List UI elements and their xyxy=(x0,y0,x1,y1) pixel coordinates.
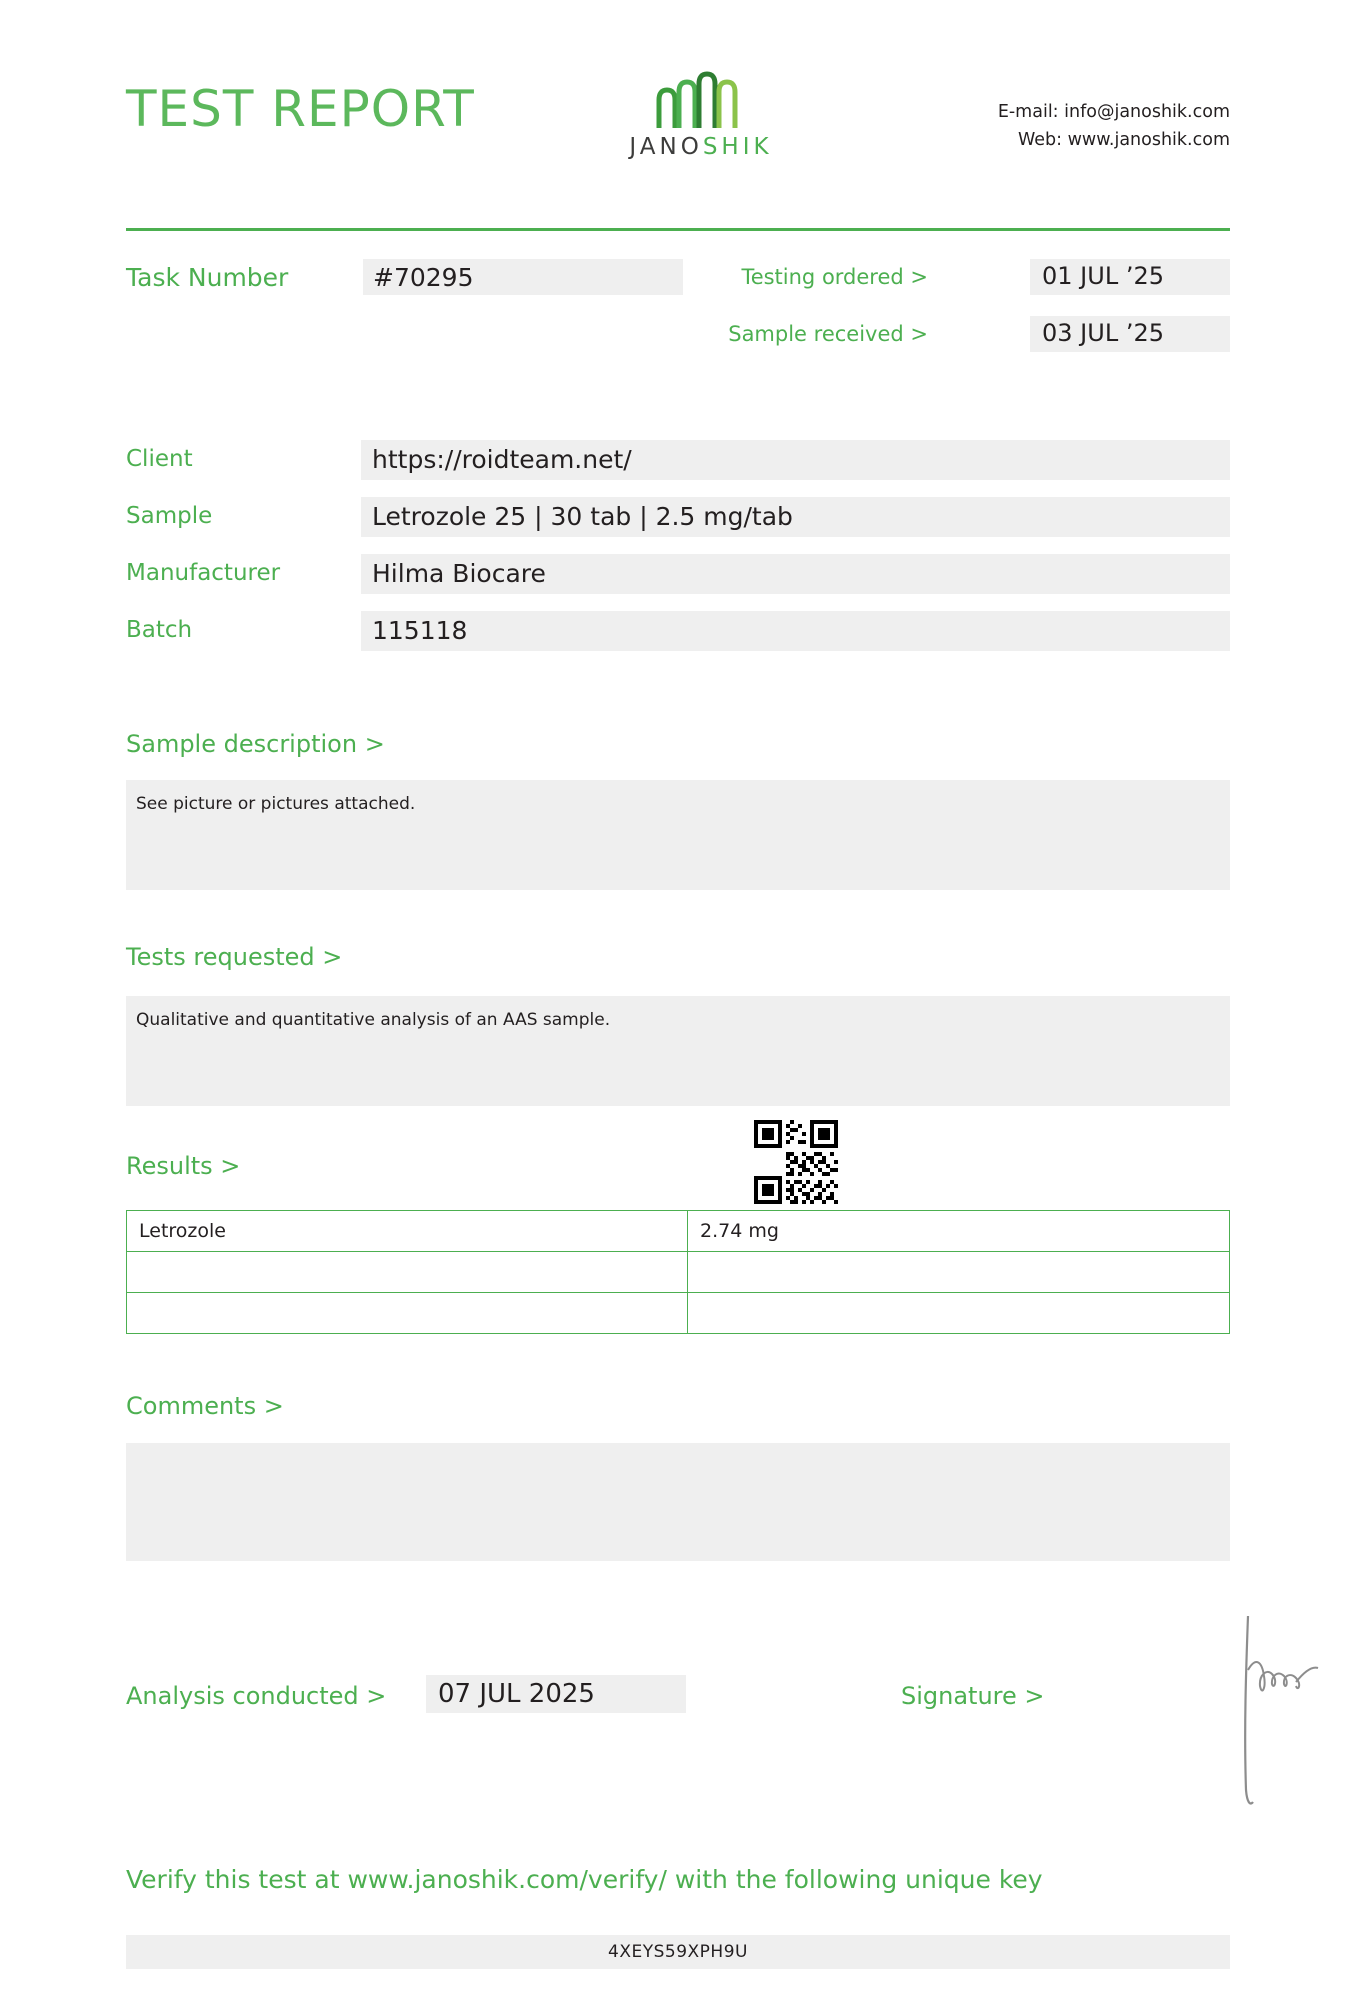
results-table xyxy=(126,1210,1230,1334)
info-value-manufacturer: Hilma Biocare xyxy=(361,554,1230,594)
signature-label: Signature > xyxy=(901,1682,1045,1710)
result-substance xyxy=(127,1252,688,1293)
tests-requested-title: Tests requested > xyxy=(126,943,343,971)
report-header xyxy=(126,70,1230,200)
contact-email: E-mail: info@janoshik.com xyxy=(997,102,1230,122)
sample-received-value: 03 JUL ’25 xyxy=(1030,316,1230,352)
tests-requested-box xyxy=(126,996,1230,1106)
document-content xyxy=(126,0,1230,2000)
info-key-sample: Sample xyxy=(126,503,213,529)
table-row xyxy=(127,1211,1230,1252)
info-row xyxy=(126,440,1230,484)
table-row xyxy=(127,1293,1230,1334)
comments-text xyxy=(126,1443,1230,1457)
info-row xyxy=(126,554,1230,598)
result-substance: Letrozole xyxy=(127,1211,688,1252)
results-title: Results > xyxy=(126,1152,241,1180)
comments-box xyxy=(126,1443,1230,1561)
janoshik-logo xyxy=(611,70,791,160)
tests-requested-text: Qualitative and quantitative analysis of an AAS sample. xyxy=(136,1010,611,1030)
logo-mark-icon xyxy=(653,70,749,132)
testing-ordered-value: 01 JUL ’25 xyxy=(1030,259,1230,295)
info-row xyxy=(126,611,1230,655)
result-amount: 2.74 mg xyxy=(688,1211,1230,1252)
result-substance xyxy=(127,1293,688,1334)
task-number-value: #70295 xyxy=(363,259,683,295)
result-amount xyxy=(688,1293,1230,1334)
logo-wordmark xyxy=(611,134,791,160)
sample-description-text: See picture or pictures attached. xyxy=(136,794,416,814)
info-value-client: https://roidteam.net/ xyxy=(361,440,1230,480)
sample-description-box xyxy=(126,780,1230,890)
logo-wordmark-left: JANO xyxy=(629,134,703,160)
verify-text: Verify this test at www.janoshik.com/verify/ with the following unique key xyxy=(126,1865,1043,1894)
task-number-label: Task Number xyxy=(126,263,289,292)
info-key-batch: Batch xyxy=(126,617,193,643)
sample-received-label: Sample received > xyxy=(728,322,928,346)
contact-block xyxy=(998,98,1230,154)
header-divider xyxy=(126,228,1230,231)
info-row xyxy=(126,497,1230,541)
info-key-client: Client xyxy=(126,446,193,472)
analysis-conducted-value: 07 JUL 2025 xyxy=(426,1675,686,1713)
sample-description-title: Sample description > xyxy=(126,730,385,758)
table-row xyxy=(127,1252,1230,1293)
page-title: TEST REPORT xyxy=(126,80,475,138)
qr-code-icon xyxy=(754,1120,838,1204)
logo-wordmark-right: SHIK xyxy=(702,134,773,160)
signature-icon xyxy=(1226,1610,1346,1810)
info-value-sample: Letrozole 25 | 30 tab | 2.5 mg/tab xyxy=(361,497,1230,537)
comments-title: Comments > xyxy=(126,1392,284,1420)
result-amount xyxy=(688,1252,1230,1293)
info-value-batch: 115118 xyxy=(361,611,1230,651)
sample-info-table xyxy=(126,440,1230,668)
unique-key-value: 4XEYS59XPH9U xyxy=(126,1935,1230,1969)
analysis-conducted-label: Analysis conducted > xyxy=(126,1682,387,1710)
contact-web: Web: www.janoshik.com xyxy=(1017,130,1230,150)
testing-ordered-label: Testing ordered > xyxy=(741,265,928,289)
info-key-manufacturer: Manufacturer xyxy=(126,560,281,586)
